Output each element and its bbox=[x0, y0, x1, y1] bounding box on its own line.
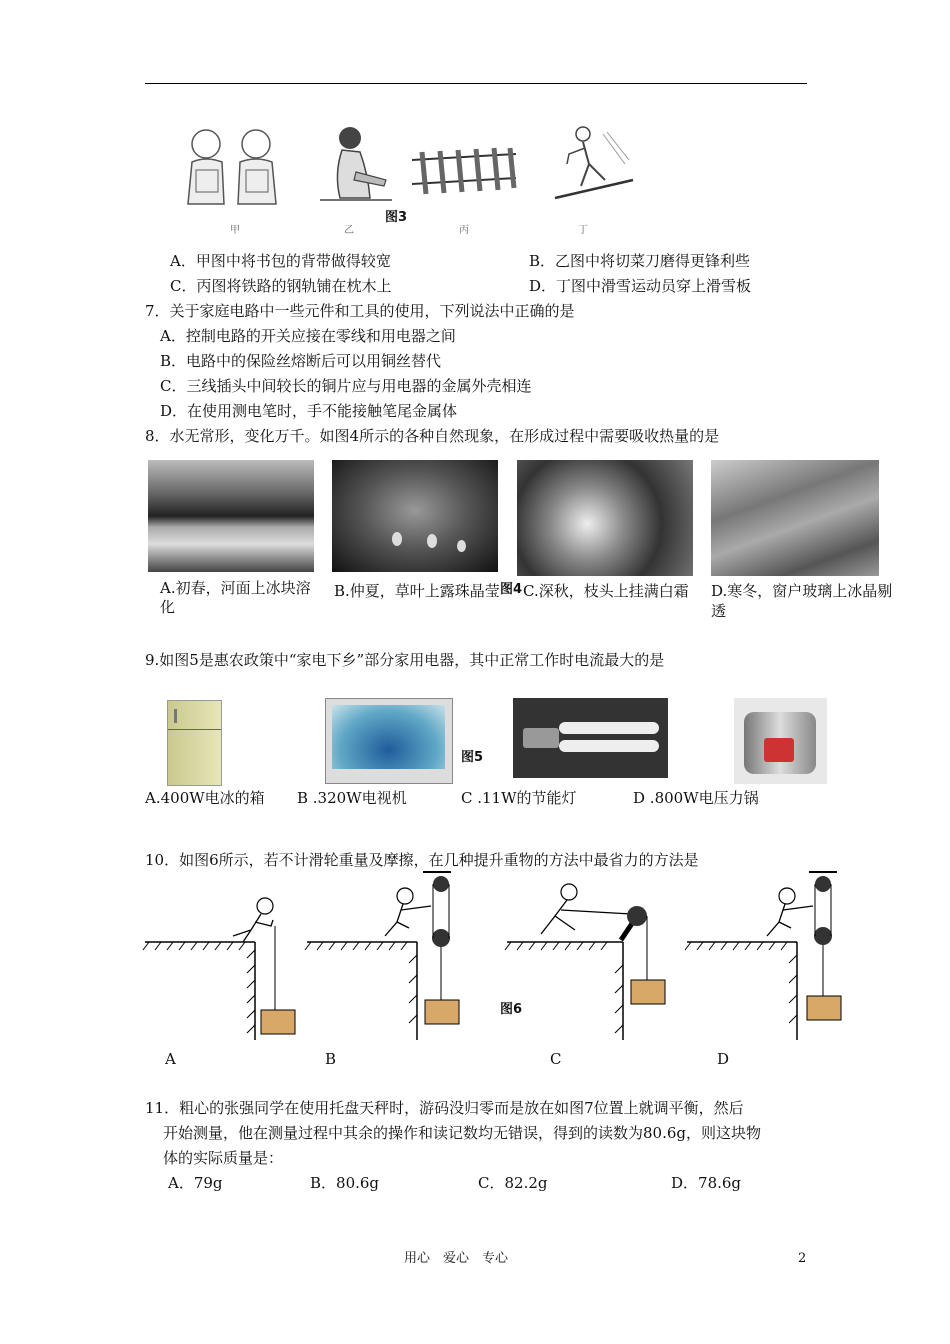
image-tv bbox=[325, 698, 453, 784]
pulley-diagram-a bbox=[143, 880, 303, 1045]
image-fridge bbox=[167, 700, 222, 786]
q9-option-a: A.400W电冰的箱 bbox=[145, 789, 265, 807]
q11-option-c: C．82.2g bbox=[478, 1174, 548, 1192]
q8-option-a-line2: 化 bbox=[160, 598, 176, 616]
q8-option-c: C.深秋，枝头上挂满白霜 bbox=[523, 582, 689, 600]
q11-stem-line3: 体的实际质量是： bbox=[163, 1149, 284, 1167]
fig3-label-b: 乙 bbox=[344, 225, 354, 236]
q9-stem: 9.如图5是惠农政策中“家电下乡”部分家用电器，其中正常工作时电流最大的是 bbox=[145, 651, 665, 669]
fig3-option-a: A．甲图中将书包的背带做得较宽 bbox=[170, 252, 391, 270]
q8-option-a-line1: A.初春，河面上冰块溶 bbox=[160, 579, 311, 597]
q10-stem: 10．如图6所示，若不计滑轮重量及摩擦，在几种提升重物的方法中最省力的方法是 bbox=[145, 851, 699, 869]
photo-dew-leaf bbox=[332, 460, 498, 572]
fig3-label-d: 丁 bbox=[578, 225, 588, 236]
q9-option-b: B .320W电视机 bbox=[297, 789, 407, 807]
fig3-label-c: 丙 bbox=[459, 225, 469, 236]
pulley-diagram-c bbox=[505, 880, 675, 1045]
q11-stem-line2: 开始测量，他在测量过程中其余的操作和读记数均无错误，得到的读数为80.6g，则这块物 bbox=[163, 1124, 762, 1142]
photo-frost-leaves bbox=[517, 460, 693, 576]
q9-option-c: C .11W的节能灯 bbox=[461, 789, 577, 807]
fig6-caption: 图6 bbox=[500, 1002, 523, 1017]
fig3-rail-sketch bbox=[410, 148, 518, 200]
header-rule bbox=[145, 83, 807, 84]
q8-option-d-line1: D.寒冬，窗户玻璃上冰晶剔 bbox=[711, 582, 893, 600]
q11-option-a: A．79g bbox=[168, 1174, 223, 1192]
q10-label-c: C bbox=[550, 1050, 562, 1068]
fig3-knife-sketch bbox=[320, 124, 395, 208]
photo-ice-river bbox=[148, 460, 314, 572]
q10-label-a: A bbox=[165, 1050, 176, 1068]
q7-option-d: D．在使用测电笔时，手不能接触笔尾金属体 bbox=[160, 402, 458, 420]
pulley-diagram-d bbox=[685, 870, 850, 1045]
footer-motto: 用心 爱心 专心 bbox=[404, 1251, 509, 1266]
q11-stem-line1: 11．粗心的张强同学在使用托盘天秤时，游码没归零而是放在如图7位置上就调平衡，然后 bbox=[145, 1099, 744, 1117]
fig4-caption: 图4 bbox=[500, 582, 523, 597]
q8-option-b: B.仲夏，草叶上露珠晶莹 bbox=[334, 582, 500, 600]
q8-option-d-line2: 透 bbox=[711, 602, 727, 620]
q11-option-d: D．78.6g bbox=[671, 1174, 742, 1192]
q7-stem: 7．关于家庭电路中一些元件和工具的使用，下列说法中正确的是 bbox=[145, 302, 575, 320]
fig3-option-d: D．丁图中滑雪运动员穿上滑雪板 bbox=[529, 277, 752, 295]
photo-window-ice bbox=[711, 460, 879, 576]
fig5-caption: 图5 bbox=[461, 750, 484, 765]
q7-option-c: C．三线插头中间较长的铜片应与用电器的金属外壳相连 bbox=[160, 377, 532, 395]
fig3-caption: 图3 bbox=[385, 210, 408, 225]
fig3-option-b: B．乙图中将切菜刀磨得更锋利些 bbox=[529, 252, 751, 270]
page-number: 2 bbox=[798, 1251, 807, 1266]
image-energy-lamp bbox=[513, 698, 668, 778]
q7-option-b: B．电路中的保险丝熔断后可以用铜丝替代 bbox=[160, 352, 442, 370]
q7-option-a: A．控制电路的开关应接在零线和用电器之间 bbox=[160, 327, 456, 345]
fig3-option-c: C．丙图将铁路的钢轨铺在枕木上 bbox=[170, 277, 392, 295]
fig3-label-a: 甲 bbox=[230, 225, 240, 236]
q10-label-b: B bbox=[325, 1050, 337, 1068]
pulley-diagram-b bbox=[305, 870, 470, 1045]
image-pressure-cooker bbox=[734, 698, 827, 784]
q8-stem: 8．水无常形，变化万千。如图4所示的各种自然现象，在形成过程中需要吸收热量的是 bbox=[145, 427, 720, 445]
fig3-backpack-sketch bbox=[178, 122, 288, 208]
q9-option-d: D .800W电压力锅 bbox=[633, 789, 759, 807]
q11-option-b: B．80.6g bbox=[310, 1174, 380, 1192]
q10-label-d: D bbox=[717, 1050, 730, 1068]
fig3-ski-sketch bbox=[555, 124, 635, 206]
